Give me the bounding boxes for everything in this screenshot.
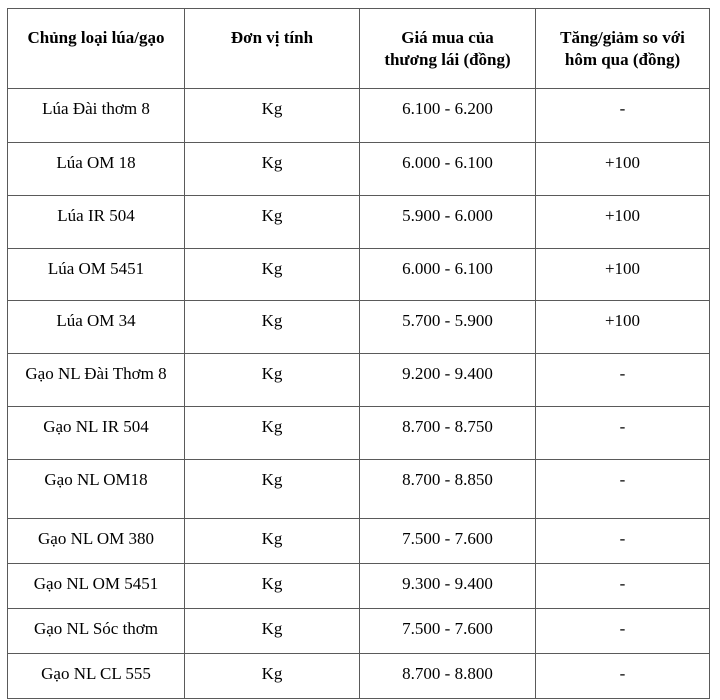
cell-change: - (536, 654, 710, 699)
cell-unit: Kg (185, 519, 360, 564)
header-row (8, 9, 710, 89)
cell-price: 6.100 - 6.200 (360, 89, 536, 143)
header-type-label: Chủng loại lúa/gạo (27, 28, 165, 47)
cell-type: Lúa Đài thơm 8 (8, 89, 185, 143)
cell-price: 9.300 - 9.400 (360, 564, 536, 609)
cell-change: - (536, 460, 710, 519)
cell-price: 8.700 - 8.800 (360, 654, 536, 699)
cell-type: Lúa OM 34 (8, 301, 185, 354)
table-body (8, 89, 710, 699)
cell-price: 5.700 - 5.900 (360, 301, 536, 354)
cell-unit: Kg (185, 407, 360, 460)
table-row (8, 654, 710, 699)
header-price (360, 9, 536, 89)
cell-price: 7.500 - 7.600 (360, 609, 536, 654)
table-row (8, 196, 710, 249)
table-row (8, 301, 710, 354)
cell-type: Lúa OM 18 (8, 143, 185, 196)
header-price-line1: Giá mua của (401, 28, 494, 47)
cell-unit: Kg (185, 249, 360, 301)
cell-unit: Kg (185, 654, 360, 699)
cell-unit: Kg (185, 143, 360, 196)
header-change-line1: Tăng/giảm so với (560, 28, 685, 47)
cell-type: Lúa IR 504 (8, 196, 185, 249)
cell-change: +100 (536, 143, 710, 196)
cell-change: +100 (536, 196, 710, 249)
cell-type: Gạo NL Sóc thơm (8, 609, 185, 654)
table-row (8, 564, 710, 609)
cell-unit: Kg (185, 301, 360, 354)
header-change-line2: hôm qua (đồng) (564, 50, 681, 69)
cell-price: 6.000 - 6.100 (360, 249, 536, 301)
cell-change: - (536, 564, 710, 609)
cell-change: - (536, 407, 710, 460)
cell-type: Gạo NL CL 555 (8, 654, 185, 699)
cell-unit: Kg (185, 196, 360, 249)
table-row (8, 143, 710, 196)
cell-unit: Kg (185, 89, 360, 143)
table-header (8, 9, 710, 89)
cell-type: Gạo NL OM 380 (8, 519, 185, 564)
table-row (8, 519, 710, 564)
cell-unit: Kg (185, 609, 360, 654)
cell-type: Gạo NL IR 504 (8, 407, 185, 460)
header-type (8, 9, 185, 89)
header-unit-label: Đơn vị tính (230, 28, 314, 47)
table-row (8, 407, 710, 460)
table-row (8, 89, 710, 143)
header-price-line2: thương lái (đồng) (384, 50, 511, 69)
cell-unit: Kg (185, 460, 360, 519)
cell-type: Lúa OM 5451 (8, 249, 185, 301)
header-change (536, 9, 710, 89)
table-row (8, 460, 710, 519)
cell-change: - (536, 354, 710, 407)
cell-change: +100 (536, 249, 710, 301)
cell-type: Gạo NL Đài Thơm 8 (8, 354, 185, 407)
cell-price: 8.700 - 8.850 (360, 460, 536, 519)
cell-unit: Kg (185, 564, 360, 609)
table-row (8, 609, 710, 654)
cell-type: Gạo NL OM 5451 (8, 564, 185, 609)
cell-change: +100 (536, 301, 710, 354)
cell-price: 6.000 - 6.100 (360, 143, 536, 196)
cell-change: - (536, 89, 710, 143)
cell-price: 9.200 - 9.400 (360, 354, 536, 407)
table-row (8, 249, 710, 301)
cell-unit: Kg (185, 354, 360, 407)
cell-price: 8.700 - 8.750 (360, 407, 536, 460)
table-row (8, 354, 710, 407)
rice-price-table (7, 8, 710, 699)
cell-type: Gạo NL OM18 (8, 460, 185, 519)
cell-change: - (536, 609, 710, 654)
cell-price: 5.900 - 6.000 (360, 196, 536, 249)
cell-price: 7.500 - 7.600 (360, 519, 536, 564)
cell-change: - (536, 519, 710, 564)
header-unit (185, 9, 360, 89)
